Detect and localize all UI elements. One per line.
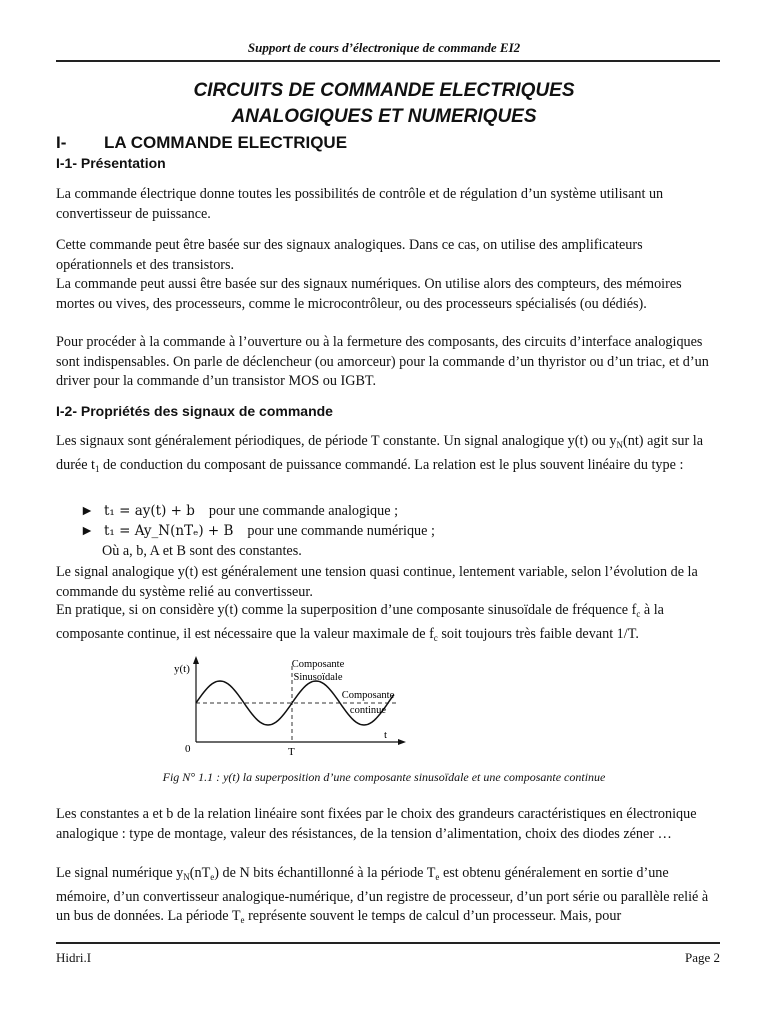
bullet-analog: ► t₁ = ay(t) + b pour une commande analogique ;	[80, 503, 399, 519]
paragraph: Les constantes a et b de la relation linéaire sont fixées par le choix des grandeurs caractéristiques en électronique analogique : type de montage, valeur des résistances, de la tension d’alimentation, choix des diodes zéner …	[56, 806, 697, 842]
paragraph: Cette commande peut être basée sur des signaux analogiques. Dans ce cas, on utilise des amplificateurs opérationnels et des transistors.	[56, 237, 643, 273]
subsection-heading-signals: I-2- Propriétés des signaux de commande	[56, 403, 333, 419]
footer-rule	[56, 942, 720, 944]
sin-label-2: Sinusoïdale	[293, 672, 343, 683]
signal-figure	[170, 652, 410, 760]
y-axis-label: y(t)	[174, 663, 190, 675]
paragraph-pratique: En pratique, si on considère y(t) comme la superposition d’une composante sinusoïdale de fréquence $f_c$ à la composante continue, il est nécessaire que la valeur maximale de $f_c$ soit toujours très faible devant 1/T.	[56, 602, 664, 643]
footer-author: Hidri.I	[56, 950, 92, 965]
paragraph: Pour procéder à la commande à l’ouverture ou à la fermeture des composants, des circuits d’interface analogiques sont indispensables. On parle de déclencheur (ou amorceur) pour la commande d’un thyristor ou d’un triac, et d’un driver pour la commande d’un transistor MOS ou IGBT.	[56, 334, 709, 389]
header-rule	[56, 60, 720, 62]
section-number: I-	[56, 133, 67, 152]
continuous-label-2: continue	[349, 705, 387, 716]
running-header: Support de cours d’électronique de commande EI2	[247, 40, 521, 55]
paragraph: La commande peut aussi être basée sur des signaux numériques. On utilise alors des compteurs, des mémoires mortes ou vives, des processeurs, comme le microcontrôleur, ou des processeurs spécialisés (ou dédiés).	[56, 276, 682, 312]
doc-title-line-2: ANALOGIQUES ET NUMERIQUES	[231, 106, 537, 127]
figure-caption: Fig N° 1.1 : y(t) la superposition d’une composante sinusoïdale et une composante continue	[162, 770, 606, 784]
y-axis-arrow	[193, 656, 199, 664]
x-axis-arrow	[398, 739, 406, 745]
doc-title-line-1: CIRCUITS DE COMMANDE ELECTRIQUES	[193, 80, 575, 101]
paragraph: La commande électrique donne toutes les possibilités de contrôle et de régulation d’un système utilisant un convertisseur de puissance.	[56, 186, 664, 222]
x-axis-label: t	[384, 729, 388, 741]
continuous-label-1: Composante	[341, 690, 395, 701]
arrow-icon: ►	[80, 523, 95, 539]
paragraph-numerique: Le signal numérique $y_N(nT_e)$ de N bits échantillonné à la période $T_e$ est obtenu généralement en sortie d’une mémoire, d’un convertisseur analogique-numérique, d’un registre de processeur, d’un port série ou parallèle relié à un bus de données. La période $T_e$ représente souvent le temps de calcul d’un processeur. Mais, pour	[56, 865, 709, 925]
constants-note: Où a, b, A et B sont des constantes.	[102, 543, 302, 559]
origin-label: 0	[185, 743, 191, 755]
arrow-icon: ►	[80, 503, 95, 519]
period-label: T	[288, 746, 295, 758]
formula-analog: t₁ = ay(t) + b	[104, 503, 195, 519]
section-heading	[56, 133, 347, 153]
sin-label-1: Composante	[291, 659, 345, 670]
bullet-numeric: ► t₁ = Ay_N(nTₑ) + B pour une commande numérique ;	[80, 523, 435, 539]
section-title: LA COMMANDE ELECTRIQUE	[104, 133, 348, 152]
paragraph: Le signal analogique y(t) est généralement une tension quasi continue, lentement variable, selon l’évolution de la commande du système relié au convertisseur.	[56, 564, 698, 600]
footer-page-number: Page 2	[684, 950, 720, 965]
subsection-heading-presentation: I-1- Présentation	[56, 155, 166, 171]
formula-numeric: t₁ = Ay_N(nTₑ) + B	[104, 523, 234, 539]
paragraph-signals: Les signaux sont généralement périodiques, de période T constante. Un signal analogique y(t) ou $y_N(nt)$ agit sur la durée $t_1$ de conduction du composant de puissance commandé. La relation est le plus souvent linéaire du type :	[56, 433, 704, 474]
